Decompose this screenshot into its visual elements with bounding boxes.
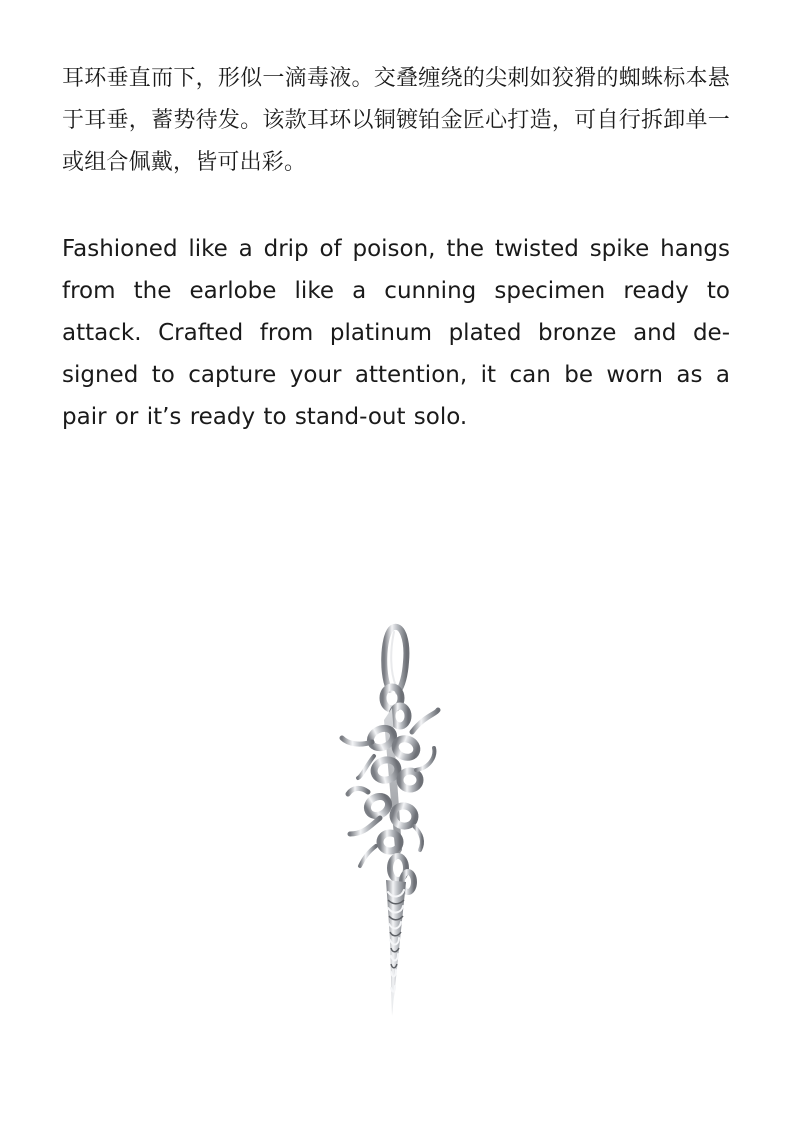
description-english: Fashioned like a drip of poison, the twisted spike hangs from the earlobe like a cunning specimen ready to attack. Crafted from platinum plated bronze and de-signed to capture your attention, it can be worn as a pair or it’s ready to stand-out solo.	[62, 236, 730, 430]
description-chinese: 耳环垂直而下，形似一滴毒液。交叠缠绕的尖刺如狡猾的蜘蛛标本悬于耳垂，蓄势待发。该款耳环以铜镀铂金匠心打造，可自行拆卸单一或组合佩戴，皆可出彩。	[62, 66, 730, 175]
twisted-spike	[386, 880, 406, 1016]
silver-spike-earring-icon	[320, 620, 460, 1020]
ear-hoop	[384, 627, 406, 692]
earring-product-image	[320, 620, 460, 1020]
